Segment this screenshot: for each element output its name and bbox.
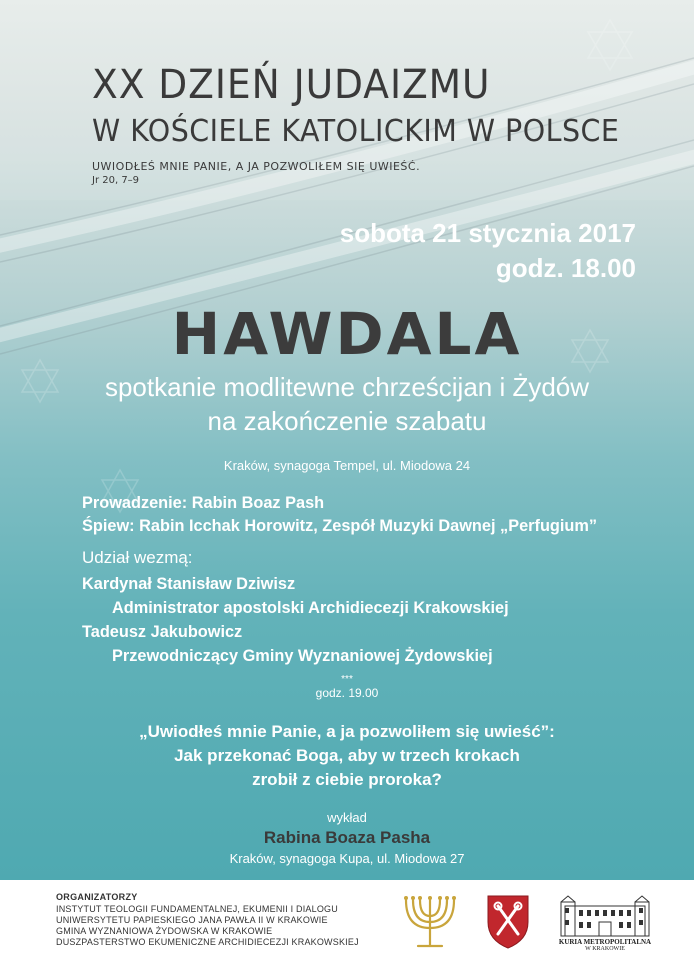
motto-reference: Jr 20, 7–9 (92, 175, 140, 186)
motto: UWIODŁEŚ MNIE PANIE, A JA POZWOLIŁEM SIĘ UWIEŚĆ. (92, 160, 421, 173)
event-time: godz. 18.00 (495, 253, 636, 283)
lecture-speaker: Rabina Boaza Pasha (263, 828, 431, 847)
title-line-2: W KOŚCIELE KATOLICKIM W POLSCE (92, 114, 620, 149)
menorah-logo (400, 894, 460, 952)
event-subtitle-line-2: na zakończenie szabatu (207, 406, 487, 436)
participants-header: Udział wezmą: (82, 548, 193, 567)
organizer-item: GMINA WYZNANIOWA ŻYDOWSKA W KRAKOWIE (56, 926, 273, 936)
participant-role: Przewodniczący Gminy Wyznaniowej Żydowskiej (112, 646, 493, 665)
participant-name: Kardynał Stanisław Dziwisz (82, 574, 296, 593)
kuria-building-logo (559, 894, 651, 938)
kuria-sublabel: W KRAKOWIE (585, 946, 625, 952)
lecture-title-line-3: zrobił z ciebie proroka? (252, 770, 442, 789)
organizer-item: DUSZPASTERSTWO EKUMENICZNE ARCHIDIECEZJI KRAKOWSKIEJ (56, 937, 359, 947)
separator: *** (341, 674, 353, 685)
lecture-time: godz. 19.00 (315, 686, 379, 700)
organizer-item: INSTYTUT TEOLOGII FUNDAMENTALNEJ, EKUMENII I DIALOGU (56, 904, 338, 914)
lecture-title-line-1: „Uwiodłeś mnie Panie, a ja pozwoliłem się uwieść”: (139, 722, 555, 741)
event-date: sobota 21 stycznia 2017 (339, 218, 636, 248)
event-name: HAWDALA (171, 300, 523, 368)
lecture-location: Kraków, synagoga Kupa, ul. Miodowa 27 (229, 851, 465, 866)
lecture-title-line-2: Jak przekonać Boga, aby w trzech krokach (174, 746, 520, 765)
program-singing: Śpiew: Rabin Icchak Horowitz, Zespół Muzyki Dawnej „Perfugium” (82, 516, 598, 535)
kuria-label: KURIA METROPOLITALNA (558, 938, 652, 946)
organizers-footer (0, 880, 694, 960)
lecture-type: wykład (327, 810, 367, 825)
event-subtitle-line-1: spotkanie modlitewne chrześcijan i Żydów (104, 372, 590, 402)
event-location: Kraków, synagoga Tempel, ul. Miodowa 24 (223, 458, 471, 473)
participant-role: Administrator apostolski Archidiecezji Krakowskiej (112, 598, 509, 617)
organizer-item: UNIWERSYTETU PAPIESKIEGO JANA PAWŁA II W KRAKOWIE (56, 915, 328, 925)
participant-name: Tadeusz Jakubowicz (82, 622, 243, 641)
coat-of-arms-logo (484, 892, 532, 950)
title-line-1: XX DZIEŃ JUDAIZMU (92, 62, 491, 108)
program-leading: Prowadzenie: Rabin Boaz Pash (82, 493, 325, 512)
organizers-title: ORGANIZATORZY (56, 892, 138, 902)
